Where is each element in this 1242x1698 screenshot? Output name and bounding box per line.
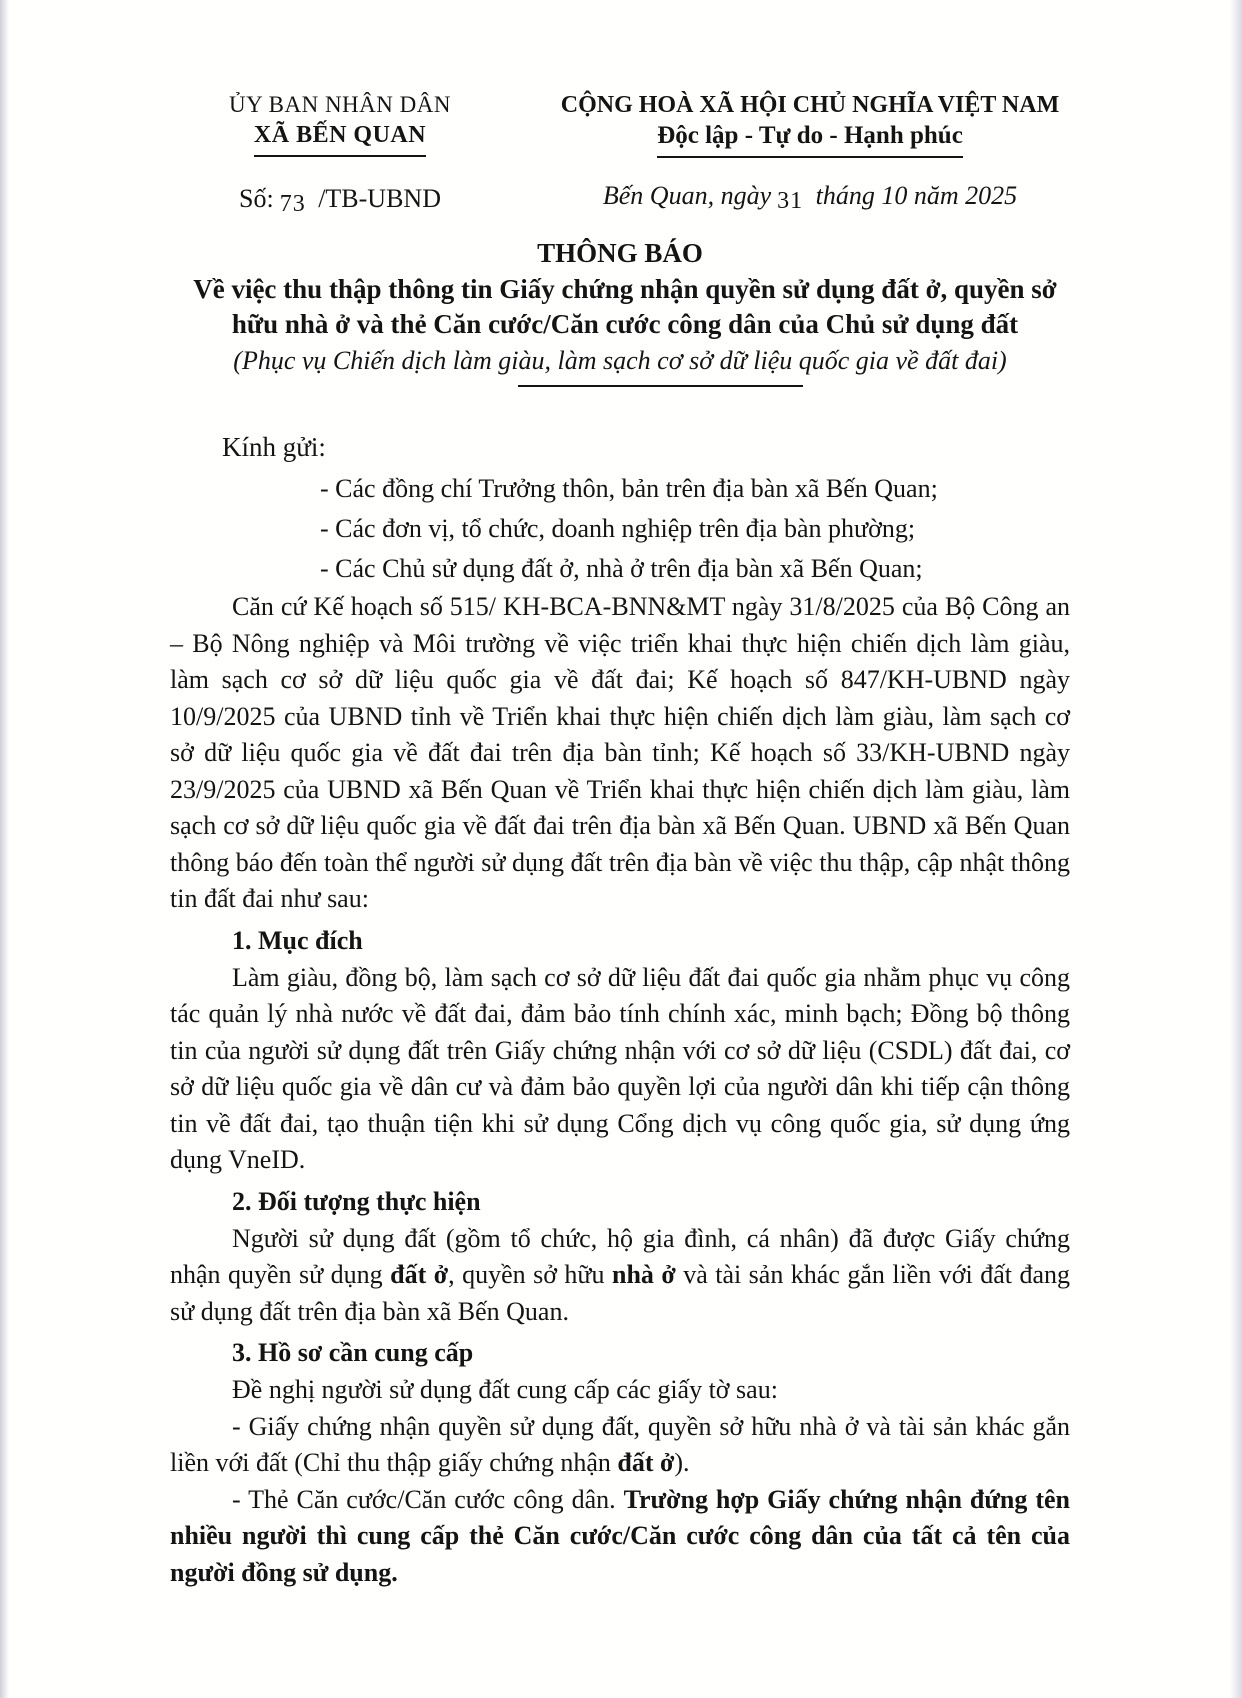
section-3-heading: 3. Hồ sơ cần cung cấp bbox=[232, 1338, 474, 1367]
national-header-block bbox=[540, 90, 1080, 216]
section-2-heading: 2. Đối tượng thực hiện bbox=[232, 1186, 481, 1216]
recipient-item: - Các đồng chí Trưởng thôn, bản trên địa bàn xã Bến Quan; bbox=[320, 474, 938, 503]
salutation-label: Kính gửi: bbox=[222, 432, 326, 462]
org-name: XÃ BẾN QUAN bbox=[254, 120, 426, 157]
issuing-org-block bbox=[140, 90, 540, 216]
doc-number-value: 73 bbox=[279, 191, 306, 217]
required-document-item-2 bbox=[170, 1482, 1070, 1592]
section-2-text: Người sử dụng đất (gồm tổ chức, hộ gia đình, cá nhân) đã được Giấy chứng nhận quyền sử dụng bbox=[170, 1223, 1070, 1289]
org-parent-name: ỦY BAN NHÂN DÂN bbox=[229, 92, 451, 117]
item-1-text: ). bbox=[674, 1448, 690, 1477]
national-title: CỘNG HOÀ XÃ HỘI CHỦ NGHĨA VIỆT NAM bbox=[560, 92, 1060, 118]
document-subject: Về việc thu thập thông tin Giấy chứng nhận quyền sử dụng đất ở, quyền sở hữu nhà ở và thẻ Căn cước/Căn cước công dân của Chủ sử dụng đất bbox=[193, 274, 1057, 339]
title-separator-rule bbox=[518, 385, 803, 387]
doc-number-line bbox=[140, 183, 540, 216]
recipient-item: - Các Chủ sử dụng đất ở, nhà ở trên địa bàn xã Bến Quan; bbox=[320, 554, 923, 583]
document-subtitle: (Phục vụ Chiến dịch làm giàu, làm sạch cơ sở dữ liệu quốc gia về đất đai) bbox=[233, 346, 1007, 375]
item-2-bold-note: Trường hợp Giấy chứng nhận đứng tên nhiều người thì cung cấp thẻ Căn cước/Căn cước công dân của tất cả tên của người đồng sử dụng. bbox=[170, 1484, 1070, 1587]
section-1-heading: 1. Mục đích bbox=[232, 925, 363, 955]
preamble-paragraph: Căn cứ Kế hoạch số 515/ KH-BCA-BNN&MT ngày 31/8/2025 của Bộ Công an – Bộ Nông nghiệp và Môi trường về việc triển khai thực hiện chiến dịch làm giàu, làm sạch cơ sở dữ liệu quốc gia về đất đai; Kế hoạch số 847/KH-UBND ngày 10/9/2025 của UBND tỉnh về Triển khai thực hiện chiến dịch làm giàu, làm sạch cơ sở dữ liệu quốc gia về đất đai trên địa bàn tỉnh; Kế hoạch số 33/KH-UBND ngày 23/9/2025 của UBND xã Bến Quan về Triển khai thực hiện chiến dịch làm giàu, làm sạch cơ sở dữ liệu quốc gia về đất đai trên địa bàn xã Bến Quan. UBND xã Bến Quan thông báo đến toàn thể người sử dụng đất trên địa bàn về việc thu thập, cập nhật thông tin đất đai như sau: bbox=[170, 592, 1070, 913]
date-suffix: tháng 10 năm 2025 bbox=[815, 181, 1018, 210]
doc-number-suffix: /TB-UBND bbox=[318, 184, 441, 213]
national-motto: Độc lập - Tự do - Hạnh phúc bbox=[657, 120, 963, 158]
national-motto-wrap bbox=[540, 120, 1080, 158]
page-left-edge-shadow bbox=[0, 0, 9, 1698]
document-header bbox=[0, 0, 1242, 216]
date-day-value: 31 bbox=[777, 188, 804, 214]
date-prefix: Bến Quan, ngày bbox=[602, 181, 772, 210]
item-1-text: - Giấy chứng nhận quyền sử dụng đất, quyền sở hữu nhà ở và tài sản khác gắn liền với đất (Chỉ thu thập giấy chứng nhận bbox=[170, 1411, 1070, 1477]
page-right-edge-shadow bbox=[1230, 0, 1242, 1698]
org-name-wrap bbox=[140, 120, 540, 157]
section-1-body: Làm giàu, đồng bộ, làm sạch cơ sở dữ liệu đất đai quốc gia nhằm phục vụ công tác quản lý nhà nước về đất đai, đảm bảo tính chính xác, minh bạch; Đồng bộ thông tin của người sử dụng đất trên Giấy chứng nhận với cơ sở dữ liệu (CSDL) đất đai, cơ sở dữ liệu quốc gia về dân cư và đảm bảo quyền lợi của người dân khi tiếp cận thông tin về đất đai, tạo thuận tiện khi sử dụng Cổng dịch vụ công quốc gia, sử dụng ứng dụng VneID. bbox=[170, 962, 1070, 1174]
section-2-text: và tài sản khác gắn liền với đất đang sử dụng đất trên địa bàn xã Bến Quan. bbox=[170, 1260, 1070, 1326]
required-document-item-1 bbox=[170, 1409, 1070, 1482]
doc-number-label: Số: bbox=[239, 184, 274, 213]
place-date-line bbox=[540, 180, 1080, 213]
item-2-text: - Thẻ Căn cước/Căn cước công dân. bbox=[232, 1484, 624, 1514]
item-1-bold-dat-o: đất ở bbox=[617, 1448, 675, 1477]
document-type-title: THÔNG BÁO bbox=[537, 238, 703, 268]
section-2-bold-dat-o: đất ở bbox=[390, 1260, 449, 1289]
recipient-item: - Các đơn vị, tổ chức, doanh nghiệp trên địa bàn phường; bbox=[320, 514, 916, 543]
section-2-bold-nha-o: nhà ở bbox=[611, 1260, 676, 1289]
recipient-list bbox=[320, 469, 1070, 589]
section-2-body bbox=[170, 1221, 1070, 1331]
section-2-text: , quyền sở hữu bbox=[448, 1260, 612, 1289]
section-3-intro: Đề nghị người sử dụng đất cung cấp các giấy tờ sau: bbox=[232, 1375, 778, 1404]
document-body bbox=[170, 236, 1070, 1591]
